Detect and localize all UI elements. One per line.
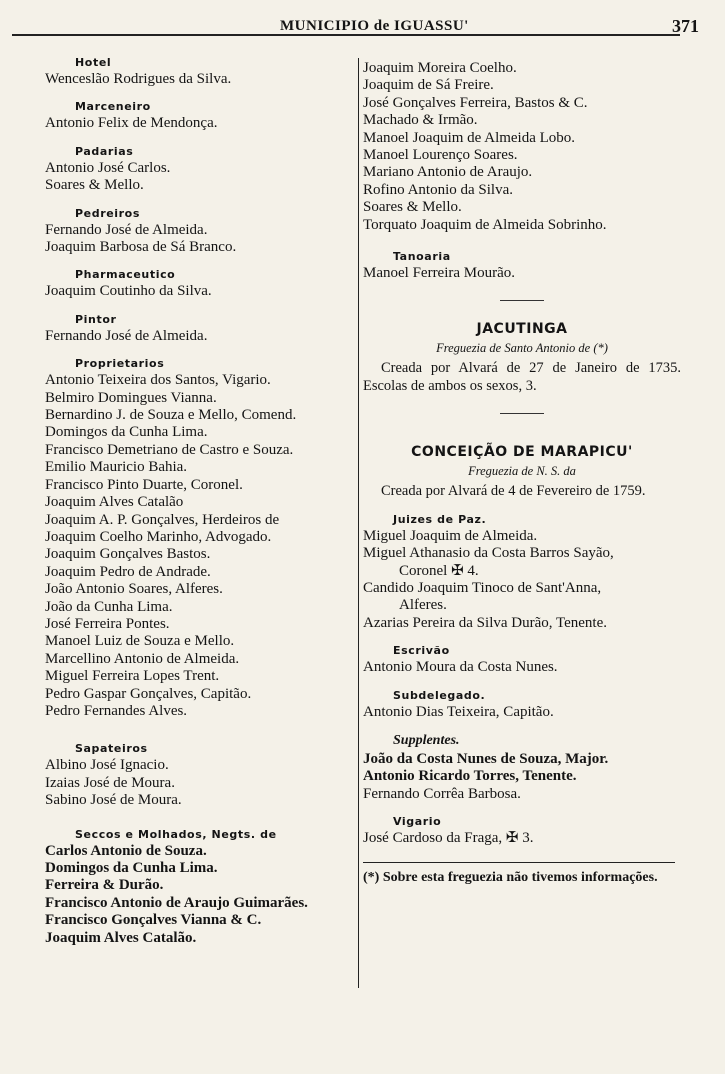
list-item: Coronel ✠ 4.	[399, 562, 479, 579]
list-item: Joaquim Alves Catalão.	[45, 929, 197, 946]
proprietarios-list	[45, 372, 357, 720]
page-header	[30, 6, 710, 36]
list-item: Belmiro Domingues Vianna.	[45, 389, 217, 406]
list-item: Izaias José de Moura.	[45, 774, 175, 791]
list-item: Emilio Mauricio Bahia.	[45, 459, 188, 476]
list-item: Fernando Corrêa Barbosa.	[363, 785, 521, 802]
marapicu-text: Creada por Alvará de 4 de Fevereiro de 1759.	[381, 483, 646, 500]
section-heading-vigario: Vigario	[393, 815, 442, 829]
section-heading-subdelegado: Subdelegado.	[393, 688, 486, 702]
list-item: Marcellino Antonio de Almeida.	[45, 650, 240, 667]
running-head: MUNICIPIO de IGUASSU'	[280, 18, 469, 34]
list-item: Joaquim de Sá Freire.	[363, 77, 494, 94]
section-heading-pintor: Pintor	[75, 312, 117, 326]
section-heading-tanoaria: Tanoaria	[393, 250, 451, 264]
right-column	[363, 60, 681, 886]
list-item: Mariano Antonio de Araujo.	[363, 164, 533, 181]
list-item: Joaquim Barbosa de Sá Branco.	[45, 239, 237, 256]
jacutinga-subtitle: Freguezia de Santo Antonio de (*)	[436, 341, 608, 356]
marapicu-subtitle: Freguezia de N. S. da	[468, 464, 576, 479]
list-item: Joaquim Coelho Marinho, Advogado.	[45, 528, 272, 545]
list-item: José Ferreira Pontes.	[45, 615, 170, 632]
section-heading-hotel: Hotel	[75, 56, 112, 69]
section-heading-padarias: Padarias	[75, 144, 134, 158]
left-column	[45, 56, 357, 947]
list-item: Francisco Demetriano de Castro e Souza.	[45, 441, 294, 458]
list-item: Antonio José Carlos.	[45, 159, 171, 176]
list-item: Joaquim Alves Catalão	[45, 494, 184, 511]
list-item: Miguel Joaquim de Almeida.	[363, 527, 538, 544]
footnote: (*) Sobre esta freguezia não tivemos informações.	[363, 869, 658, 885]
list-item: Antonio Felix de Mendonça.	[45, 115, 218, 132]
list-item: Ferreira & Durão.	[45, 877, 164, 894]
list-item: Torquato Joaquim de Almeida Sobrinho.	[363, 216, 607, 233]
section-heading-pharmaceutico: Pharmaceutico	[75, 268, 176, 282]
list-item: Manoel Luiz de Souza e Mello.	[45, 633, 235, 650]
seccos-list	[45, 843, 357, 947]
header-rule	[12, 34, 680, 36]
list-item: Fernando José de Almeida.	[45, 327, 208, 344]
section-heading-escrivao: Escrivão	[393, 644, 450, 658]
marapicu-title: CONCEIÇÃO DE MARAPICU'	[411, 444, 633, 461]
list-item: João da Cunha Lima.	[45, 598, 173, 615]
list-item: Soares & Mello.	[45, 177, 144, 194]
list-item: João Antonio Soares, Alferes.	[45, 581, 223, 598]
list-item: Carlos Antonio de Souza.	[45, 842, 207, 859]
sapateiros-list	[45, 757, 357, 809]
list-item: Antonio Moura da Costa Nunes.	[363, 659, 558, 676]
list-item: João da Costa Nunes de Souza, Major.	[363, 750, 609, 767]
footnote-rule	[363, 862, 675, 863]
section-heading-seccos: Seccos e Molhados, Negts. de	[75, 827, 277, 841]
list-item: Azarias Pereira da Silva Durão, Tenente.	[363, 614, 607, 631]
section-heading-sapateiros: Sapateiros	[75, 742, 148, 756]
list-item: Candido Joaquim Tinoco de Sant'Anna,	[363, 579, 602, 596]
list-item: Manoel Ferreira Mourão.	[363, 265, 516, 282]
section-heading-juizes: Juizes de Paz.	[393, 512, 487, 526]
list-item: Sabino José de Moura.	[45, 792, 182, 809]
page-number: 371	[672, 16, 699, 36]
list-item: Antonio Teixeira dos Santos, Vigario.	[45, 372, 271, 389]
list-item: Alferes.	[399, 597, 447, 614]
list-item: Wenceslão Rodrigues da Silva.	[45, 71, 232, 87]
jacutinga-text: Creada por Alvará de 27 de Janeiro de 1735. Escolas de ambos os sexos, 3.	[363, 360, 681, 394]
list-item: Manoel Lourenço Soares.	[363, 147, 518, 164]
list-item: Domingos da Cunha Lima.	[45, 424, 208, 441]
continued-list	[363, 60, 681, 234]
list-item: Pedro Gaspar Gonçalves, Capitão.	[45, 685, 252, 702]
list-item: Joaquim Coutinho da Silva.	[45, 283, 212, 300]
list-item: Antonio Dias Teixeira, Capitão.	[363, 703, 554, 720]
list-item: José Cardoso da Fraga, ✠ 3.	[363, 830, 534, 847]
section-rule	[500, 300, 544, 301]
list-item: Antonio Ricardo Torres, Tenente.	[363, 768, 577, 785]
section-heading-supplentes: Supplentes.	[393, 732, 460, 748]
list-item: Bernardino J. de Souza e Mello, Comend.	[45, 407, 297, 424]
section-rule	[500, 413, 544, 414]
list-item: Miguel Athanasio da Costa Barros Sayão,	[363, 545, 614, 562]
list-item: Francisco Gonçalves Vianna & C.	[45, 912, 262, 929]
list-item: Albino José Ignacio.	[45, 757, 169, 774]
list-item: Joaquim Moreira Coelho.	[363, 60, 517, 76]
list-item: Machado & Irmão.	[363, 112, 478, 129]
list-item: José Gonçalves Ferreira, Bastos & C.	[363, 94, 588, 111]
list-item: Domingos da Cunha Lima.	[45, 860, 218, 876]
list-item: Miguel Ferreira Lopes Trent.	[45, 668, 220, 685]
column-divider	[358, 58, 359, 988]
list-item: Soares & Mello.	[363, 199, 462, 216]
list-item: Manoel Joaquim de Almeida Lobo.	[363, 129, 576, 146]
list-item: Francisco Antonio de Araujo Guimarães.	[45, 894, 308, 911]
list-item: Pedro Fernandes Alves.	[45, 702, 188, 719]
section-heading-proprietarios: Proprietarios	[75, 357, 165, 371]
list-item: Joaquim Gonçalves Bastos.	[45, 546, 211, 563]
list-item: Fernando José de Almeida.	[45, 221, 208, 238]
jacutinga-title: JACUTINGA	[476, 321, 568, 338]
list-item: Joaquim Pedro de Andrade.	[45, 563, 211, 580]
list-item: Francisco Pinto Duarte, Coronel.	[45, 476, 243, 493]
section-heading-marceneiro: Marceneiro	[75, 100, 151, 114]
list-item: Rofino Antonio da Silva.	[363, 181, 513, 198]
list-item: Joaquim A. P. Gonçalves, Herdeiros de	[45, 511, 280, 528]
section-heading-pedreiros: Pedreiros	[75, 206, 140, 220]
